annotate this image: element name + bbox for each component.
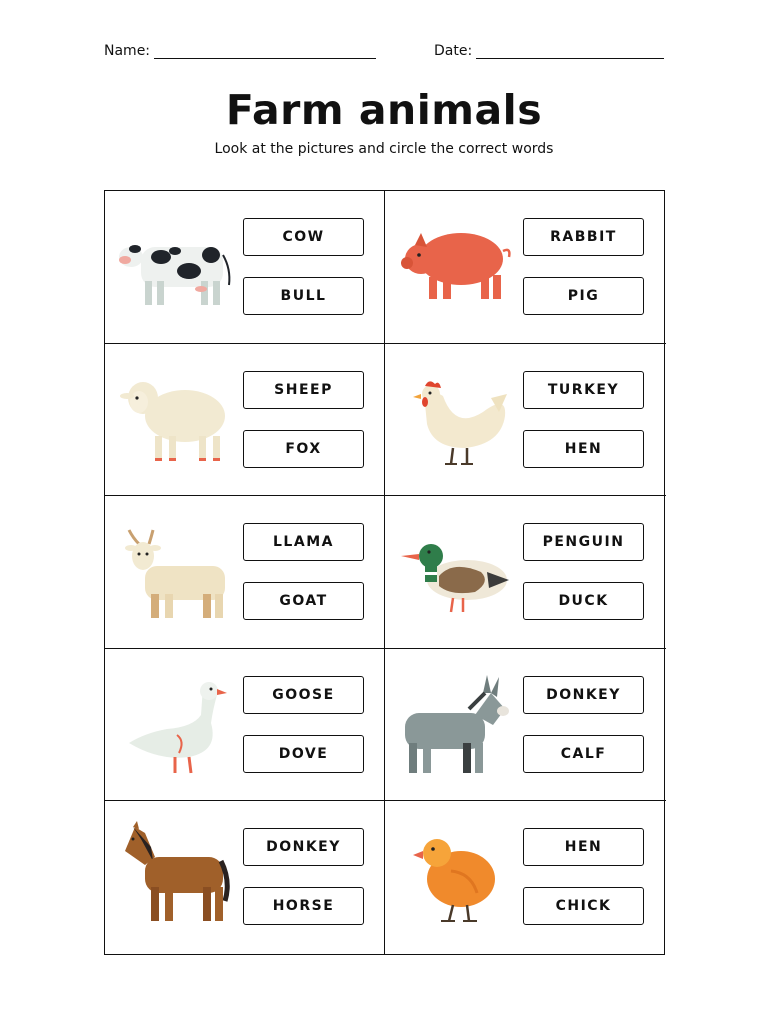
option-turkey[interactable]: TURKEY bbox=[523, 371, 644, 409]
option-cow[interactable]: COW bbox=[243, 218, 364, 256]
worksheet-grid bbox=[104, 190, 665, 955]
option-goat[interactable]: GOAT bbox=[243, 582, 364, 620]
goose-icon bbox=[115, 669, 235, 781]
cell-duck bbox=[385, 496, 666, 649]
page-title: Farm animals bbox=[225, 86, 543, 134]
cell-goat bbox=[105, 496, 385, 649]
cell-hen bbox=[385, 344, 666, 497]
option-chick[interactable]: CHICK bbox=[523, 887, 644, 925]
name-label: Name: bbox=[104, 43, 151, 59]
option-penguin[interactable]: PENGUIN bbox=[523, 523, 644, 561]
option-dove[interactable]: DOVE bbox=[243, 735, 364, 773]
option-llama[interactable]: LLAMA bbox=[243, 523, 364, 561]
date-line[interactable] bbox=[476, 42, 664, 59]
duck-icon bbox=[395, 516, 515, 628]
option-calf[interactable]: CALF bbox=[523, 735, 644, 773]
chick-icon bbox=[395, 821, 515, 933]
cell-goose bbox=[105, 649, 385, 802]
option-rabbit[interactable]: RABBIT bbox=[523, 218, 644, 256]
sheep-icon bbox=[115, 364, 235, 476]
option-goose[interactable]: GOOSE bbox=[243, 676, 364, 714]
cell-pig bbox=[385, 191, 666, 344]
cow-icon bbox=[115, 211, 235, 323]
option-hen-2[interactable]: HEN bbox=[523, 828, 644, 866]
option-horse[interactable]: HORSE bbox=[243, 887, 364, 925]
option-hen[interactable]: HEN bbox=[523, 430, 644, 468]
donkey-icon bbox=[395, 669, 515, 781]
option-donkey-2[interactable]: DONKEY bbox=[243, 828, 364, 866]
name-line[interactable] bbox=[154, 42, 376, 59]
date-label: Date: bbox=[434, 43, 473, 59]
hen-icon bbox=[395, 364, 515, 476]
option-bull[interactable]: BULL bbox=[243, 277, 364, 315]
page-subtitle: Look at the pictures and circle the correct words bbox=[214, 141, 554, 157]
cell-sheep bbox=[105, 344, 385, 497]
goat-icon bbox=[115, 516, 235, 628]
cell-chick bbox=[385, 801, 666, 954]
date-field bbox=[434, 42, 664, 59]
option-donkey[interactable]: DONKEY bbox=[523, 676, 644, 714]
option-pig[interactable]: PIG bbox=[523, 277, 644, 315]
option-duck[interactable]: DUCK bbox=[523, 582, 644, 620]
cell-cow bbox=[105, 191, 385, 344]
cell-donkey bbox=[385, 649, 666, 802]
option-fox[interactable]: FOX bbox=[243, 430, 364, 468]
name-field bbox=[104, 42, 376, 59]
horse-icon bbox=[115, 821, 235, 933]
cell-horse bbox=[105, 801, 385, 954]
option-sheep[interactable]: SHEEP bbox=[243, 371, 364, 409]
pig-icon bbox=[395, 211, 515, 323]
